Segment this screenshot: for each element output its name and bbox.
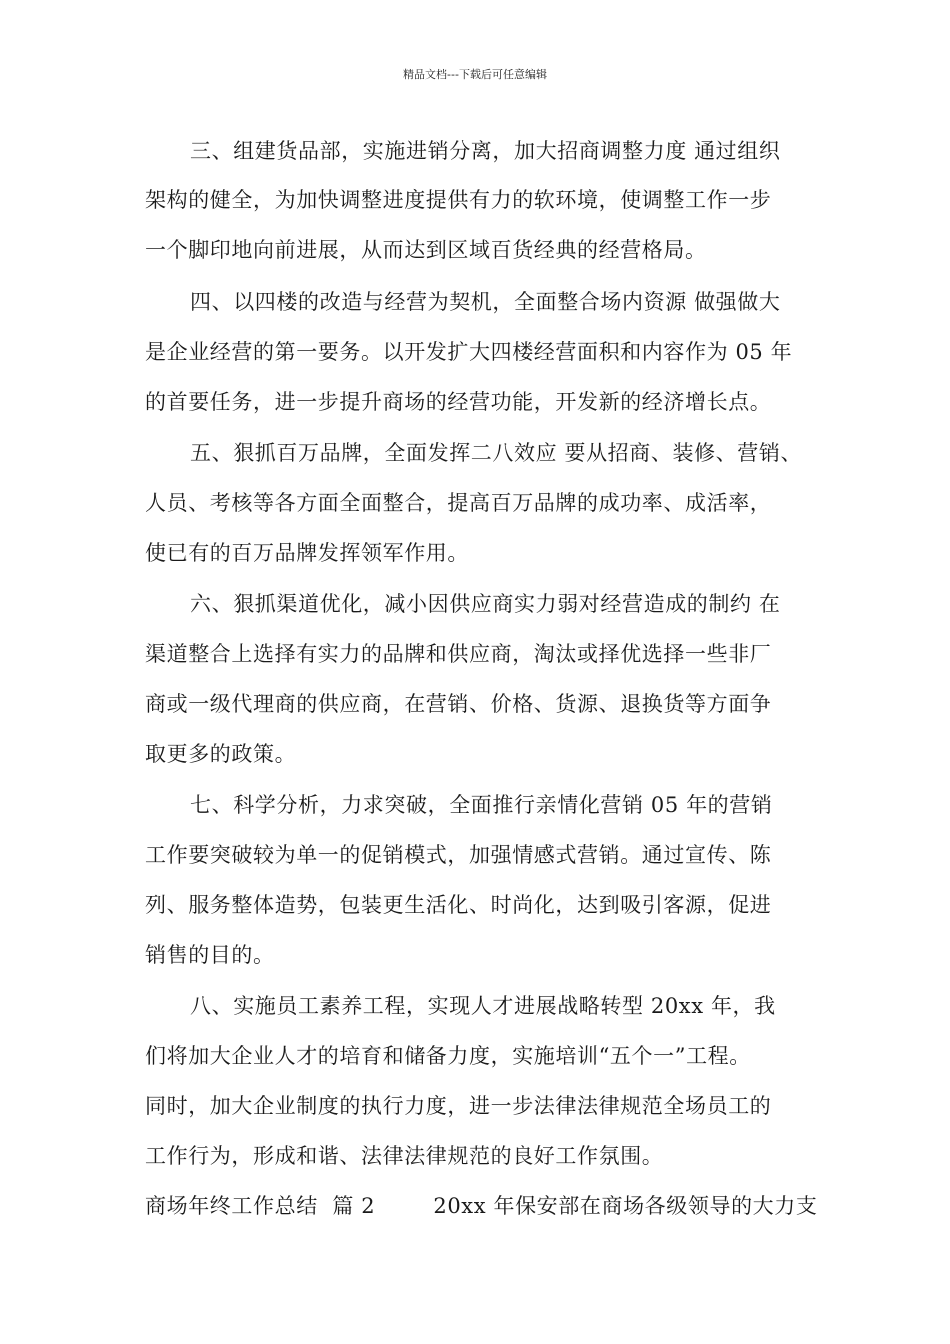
text-line: 八、实施员工素养工程，实现人才进展战略转型 20xx 年，我 xyxy=(190,994,776,1018)
text-line: 三、组建货品部，实施进销分离，加大招商调整力度 通过组织 xyxy=(190,139,781,163)
text-line: 渠道整合上选择有实力的品牌和供应商，淘汰或择优选择一些非厂 xyxy=(145,642,772,666)
text-line: 销售的目的。 xyxy=(145,943,275,967)
text-line: 的首要任务，进一步提升商场的经营功能，开发新的经济增长点。 xyxy=(145,390,772,414)
text-line: 列、服务整体造势，包装更生活化、时尚化，达到吸引客源，促进 xyxy=(145,893,772,917)
text-line: 工作行为，形成和谐、法律法律规范的良好工作氛围。 xyxy=(145,1144,664,1168)
text-line: 们将加大企业人才的培育和储备力度，实施培训“五个一”工程。 xyxy=(145,1044,751,1068)
page-header: 精品文档---下载后可任意编辑 xyxy=(403,68,547,81)
text-line: 取更多的政策。 xyxy=(145,742,297,766)
text-line: 架构的健全，为加快调整进度提供有力的软环境，使调整工作一步 xyxy=(145,188,772,212)
text-line: 是企业经营的第一要务。以开发扩大四楼经营面积和内容作为 05 年 xyxy=(145,340,793,364)
text-line: 五、狠抓百万品牌，全面发挥二八效应 要从招商、装修、营销、 xyxy=(190,441,803,465)
text-line: 人员、考核等各方面全面整合，提高百万品牌的成功率、成活率， xyxy=(145,491,772,515)
text-line: 商或一级代理商的供应商，在营销、价格、货源、退换货等方面争 xyxy=(145,692,772,716)
text-line: 七、科学分析，力求突破，全面推行亲情化营销 05 年的营销 xyxy=(190,793,773,817)
text-line: 一个脚印地向前进展，从而达到区域百货经典的经营格局。 xyxy=(145,238,707,262)
text-line: 工作要突破较为单一的促销模式，加强情感式营销。通过宣传、陈 xyxy=(145,843,772,867)
section-heading-line: 商场年终工作总结 篇 2 20xx 年保安部在商场各级领导的大力支 xyxy=(145,1194,818,1218)
text-line: 四、以四楼的改造与经营为契机，全面整合场内资源 做强做大 xyxy=(190,290,781,314)
text-line: 使已有的百万品牌发挥领军作用。 xyxy=(145,541,469,565)
text-line: 六、狠抓渠道优化，减小因供应商实力弱对经营造成的制约 在 xyxy=(190,592,781,616)
text-line: 同时，加大企业制度的执行力度，进一步法律法律规范全场员工的 xyxy=(145,1094,772,1118)
